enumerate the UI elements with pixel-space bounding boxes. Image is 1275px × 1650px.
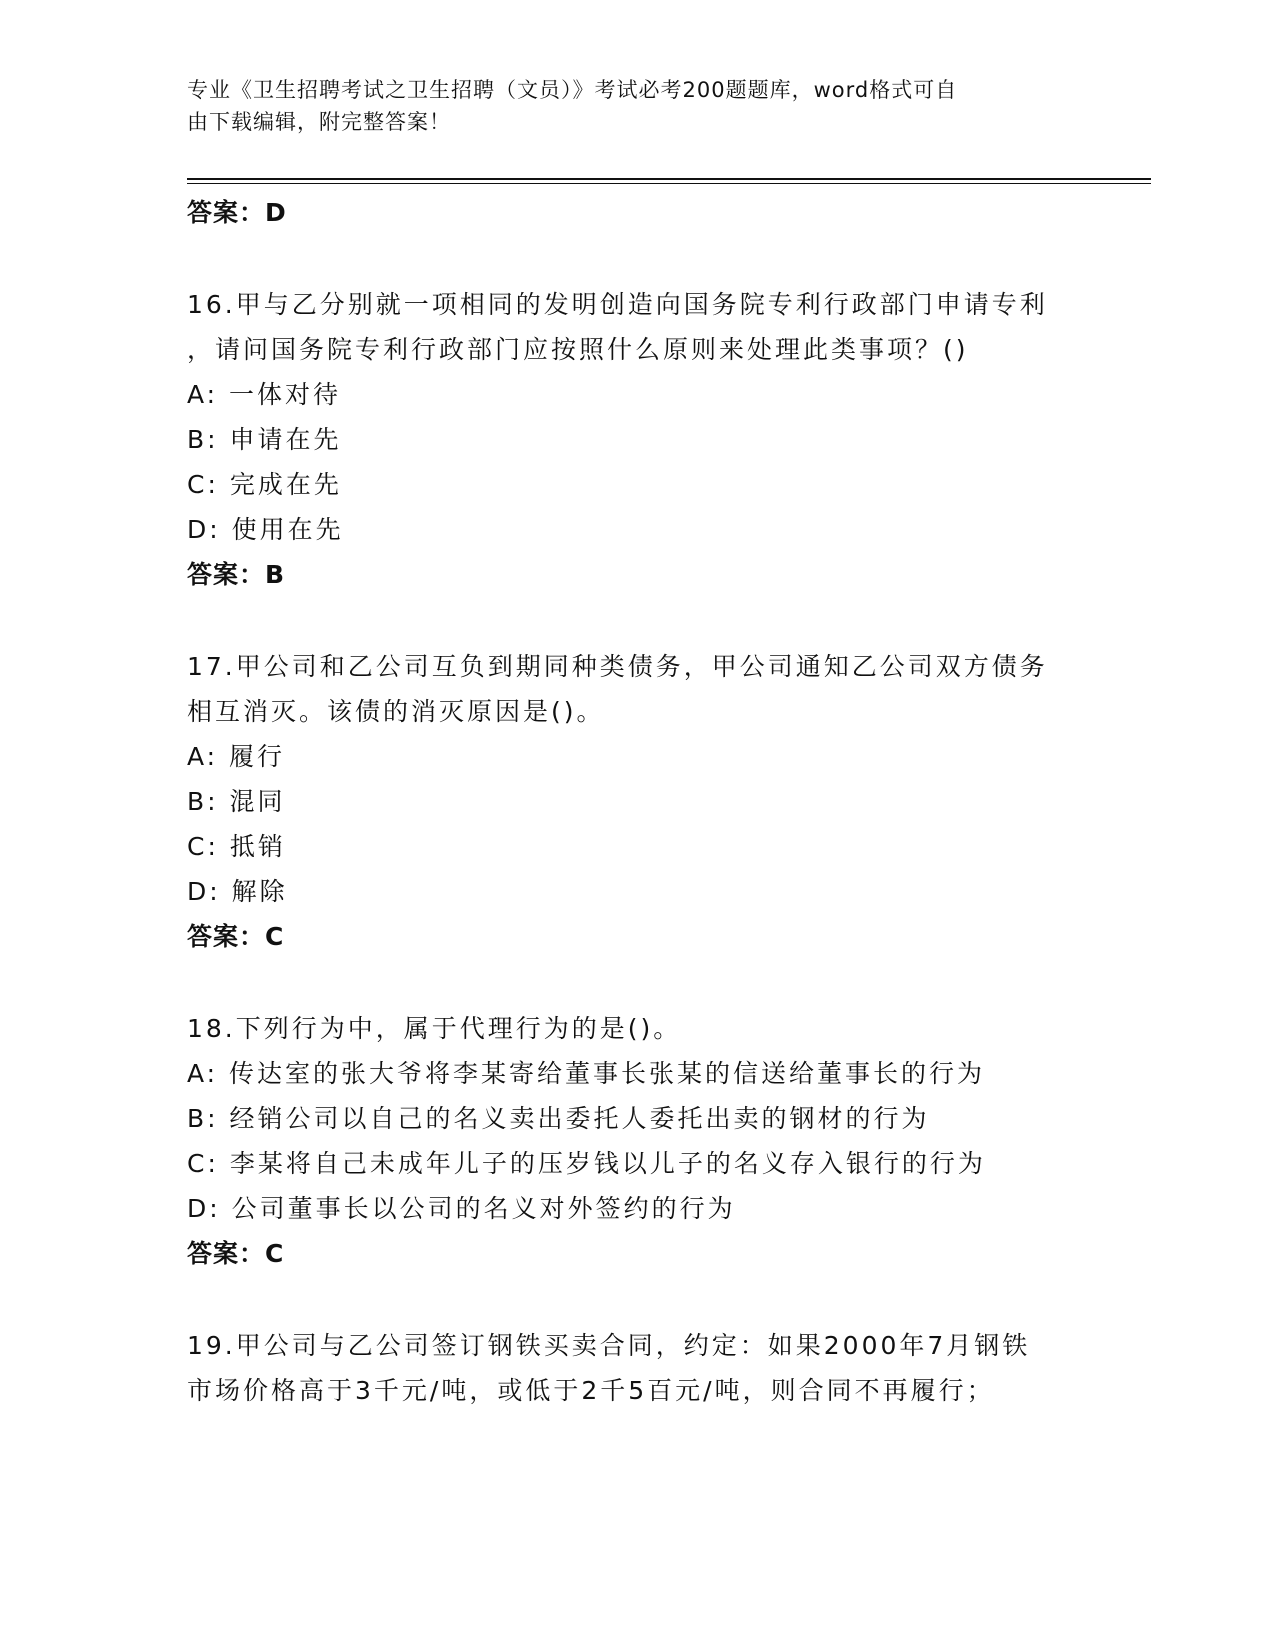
option-c: C: 完成在先	[187, 470, 342, 499]
option-d: D: 使用在先	[187, 515, 344, 544]
question-stem-line: 16.甲与乙分别就一项相同的发明创造向国务院专利行政部门申请专利	[187, 290, 1048, 319]
spacer	[187, 1276, 1087, 1323]
question-stem-line: 19.甲公司与乙公司签订钢铁买卖合同，约定：如果2000年7月钢铁	[187, 1331, 1031, 1360]
option-c: C: 李某将自己未成年儿子的压岁钱以儿子的名义存入银行的行为	[187, 1149, 986, 1178]
answer: 答案：C	[187, 1239, 285, 1268]
header-divider-thin	[187, 183, 1151, 184]
question-16	[187, 282, 1087, 597]
document-header	[187, 74, 1067, 138]
answer-prev: 答案：D	[187, 198, 287, 227]
option-a: A: 履行	[187, 742, 286, 771]
header-line-2: 由下载编辑，附完整答案！	[187, 110, 451, 134]
option-c: C: 抵销	[187, 832, 286, 861]
question-stem-line: 市场价格高于3千元/吨，或低于2千5百元/吨，则合同不再履行；	[187, 1376, 995, 1405]
answer: 答案：C	[187, 922, 285, 951]
option-d: D: 公司董事长以公司的名义对外签约的行为	[187, 1194, 736, 1223]
question-stem-line: 17.甲公司和乙公司互负到期同种类债务，甲公司通知乙公司双方债务	[187, 652, 1048, 681]
question-stem-line: 18.下列行为中，属于代理行为的是()。	[187, 1014, 682, 1043]
header-divider-thick	[187, 178, 1151, 180]
question-stem-line: ，请问国务院专利行政部门应按照什么原则来处理此类事项？()	[187, 335, 969, 364]
question-17	[187, 644, 1087, 959]
option-b: B: 经销公司以自己的名义卖出委托人委托出卖的钢材的行为	[187, 1104, 930, 1133]
option-b: B: 混同	[187, 787, 286, 816]
option-d: D: 解除	[187, 877, 288, 906]
question-19	[187, 1323, 1087, 1413]
spacer	[187, 597, 1087, 644]
option-a: A: 一体对待	[187, 380, 342, 409]
option-a: A: 传达室的张大爷将李某寄给董事长张某的信送给董事长的行为	[187, 1059, 986, 1088]
question-18	[187, 1006, 1087, 1276]
header-line-1: 专业《卫生招聘考试之卫生招聘（文员）》考试必考200题题库，word格式可自	[187, 78, 958, 102]
spacer	[187, 235, 1087, 282]
option-b: B: 申请在先	[187, 425, 342, 454]
question-stem-line: 相互消灭。该债的消灭原因是()。	[187, 697, 605, 726]
spacer	[187, 959, 1087, 1006]
document-body	[187, 190, 1087, 1413]
answer: 答案：B	[187, 560, 286, 589]
